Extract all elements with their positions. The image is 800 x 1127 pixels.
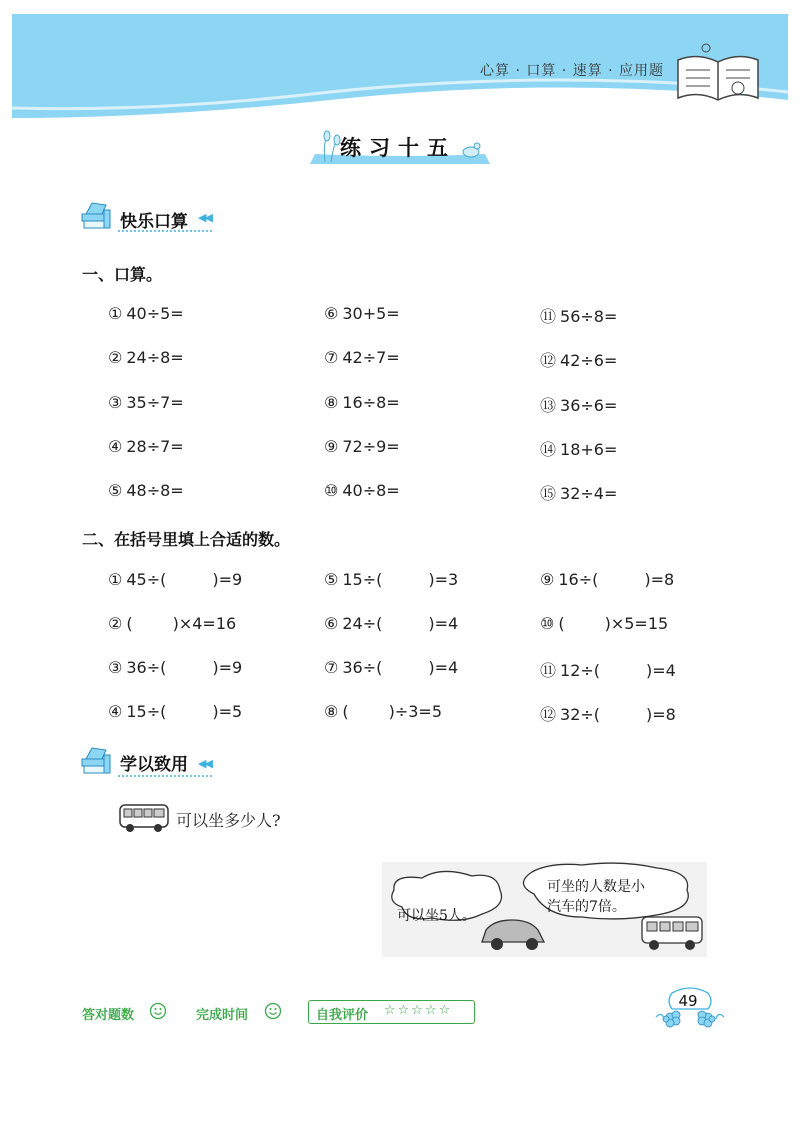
fill-blank-item: ④ 15÷( )=5: [108, 702, 243, 721]
calc-item: ③ 35÷7=: [108, 393, 184, 412]
calc-item: ⑦ 42÷7=: [324, 348, 400, 367]
story-question: 可以坐多少人?: [176, 811, 281, 830]
section-underline: [118, 775, 212, 777]
fill-blank-item: ① 45÷( )=9: [108, 570, 243, 589]
fill-blank-item: ⑥ 24÷( )=4: [324, 614, 459, 633]
books-icon: [80, 200, 114, 232]
calc-item: ② 24÷8=: [108, 348, 184, 367]
calc-item: ⑫ 42÷6=: [540, 351, 618, 370]
page-number: 49: [678, 992, 698, 1010]
calc-item: ④ 28÷7=: [108, 437, 184, 456]
calc-item: ⑥ 30+5=: [324, 304, 400, 323]
fill-blank-item: ⑨ 16÷( )=8: [540, 570, 675, 589]
calc-item: ⑭ 18+6=: [540, 440, 618, 459]
calc-item: ① 40÷5=: [108, 304, 184, 323]
calc-item: ⑨ 72÷9=: [324, 437, 400, 456]
fill-blank-item: ② ( )×4=16: [108, 614, 237, 633]
flower-icon: [663, 1011, 715, 1027]
fill-blank-item: ⑫ 32÷( )=8: [540, 705, 676, 724]
bus-bubble-text-line2: 汽车的7倍。: [547, 899, 626, 915]
smiley-icon: [264, 1002, 282, 1020]
fill-blank-item: ⑧ ( )÷3=5: [324, 702, 443, 721]
self-eval-label: 自我评价: [316, 1008, 369, 1023]
section-underline: [118, 230, 212, 232]
smiley-icon: [149, 1002, 167, 1020]
car-bubble-text: 可以坐5人。: [397, 908, 476, 924]
header-band: [0, 0, 800, 130]
calc-item: ⑮ 32÷4=: [540, 484, 618, 503]
fill-blank-item: ③ 36÷( )=9: [108, 658, 243, 677]
question1-heading: 一、口算。: [82, 265, 163, 284]
calc-item: ⑪ 56÷8=: [540, 307, 618, 326]
rating-stars[interactable]: ☆☆☆☆☆: [384, 1003, 453, 1018]
section-title-quick-calc: 快乐口算: [120, 212, 188, 232]
double-arrow-icon: ◀◀: [198, 211, 211, 224]
fill-blank-item: ⑦ 36÷( )=4: [324, 658, 459, 677]
section-title-apply: 学以致用: [120, 755, 188, 775]
calc-item: ⑩ 40÷8=: [324, 481, 400, 500]
calc-item: ⑬ 36÷6=: [540, 396, 618, 415]
fill-blank-item: ⑤ 15÷( )=3: [324, 570, 459, 589]
series-title: 心算 · 口算 · 速算 · 应用题: [480, 63, 665, 79]
bird-icon: [463, 143, 480, 157]
calc-item: ⑧ 16÷8=: [324, 393, 400, 412]
page-title: 练习十五: [340, 136, 456, 160]
double-arrow-icon: ◀◀: [198, 757, 211, 770]
bus-bubble-text-line1: 可坐的人数是小: [547, 879, 645, 895]
question2-heading: 二、在括号里填上合适的数。: [82, 530, 291, 549]
bus-icon: [118, 802, 170, 834]
fill-blank-item: ⑪ 12÷( )=4: [540, 661, 676, 680]
time-label: 完成时间: [196, 1008, 249, 1023]
books-icon: [80, 745, 114, 777]
correct-count-label: 答对题数: [82, 1008, 135, 1023]
fill-blank-item: ⑩ ( )×5=15: [540, 614, 669, 633]
calc-item: ⑤ 48÷8=: [108, 481, 184, 500]
